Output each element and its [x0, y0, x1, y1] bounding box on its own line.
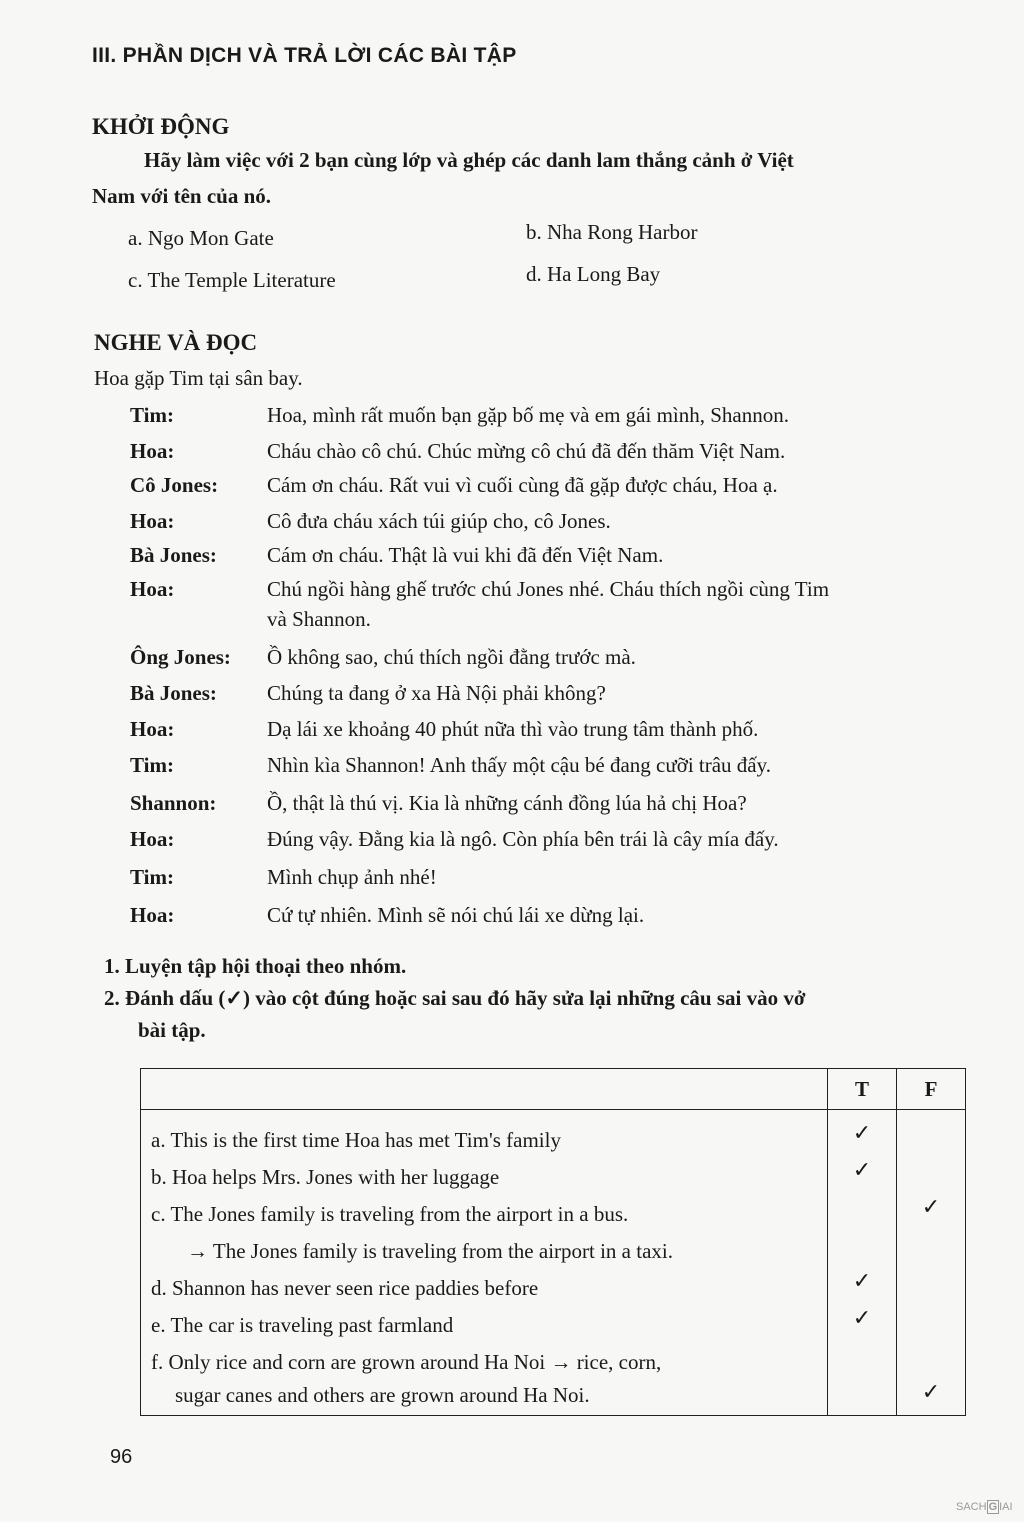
dialogue-text: Nhìn kìa Shannon! Anh thấy một cậu bé đang cưỡi trâu đấy.	[267, 753, 772, 777]
statement-e: e. The car is traveling past farmland	[151, 1313, 454, 1337]
dialogue-text: Chúng ta đang ở xa Hà Nội phải không?	[267, 681, 606, 705]
column-false-header: F	[897, 1069, 966, 1110]
statement-d: d. Shannon has never seen rice paddies before	[151, 1276, 539, 1300]
statement-f: f. Only rice and corn are grown around Ha Noi → rice, corn,	[151, 1350, 662, 1374]
task-1: 1. Luyện tập hội thoại theo nhóm.	[104, 954, 407, 978]
dialogue-intro: Hoa gặp Tim tại sân bay.	[94, 366, 303, 390]
dialogue-speaker: Tim:	[130, 753, 174, 777]
check-mark-icon: ✓	[852, 1268, 872, 1293]
choice-c: c. The Temple Literature	[128, 268, 336, 292]
dialogue-speaker: Hoa:	[130, 827, 175, 851]
dialogue-speaker: Hoa:	[130, 439, 175, 463]
choice-b: b. Nha Rong Harbor	[526, 220, 698, 244]
true-marks-column	[828, 1110, 897, 1416]
dialogue-speaker: Ông Jones:	[130, 645, 231, 669]
check-mark-icon: ✓	[852, 1157, 872, 1182]
dialogue-text: Cám ơn cháu. Rất vui vì cuối cùng đã gặp được cháu, Hoa ạ.	[267, 473, 778, 497]
column-true-header: T	[828, 1069, 897, 1110]
dialogue-speaker: Cô Jones:	[130, 473, 219, 497]
warmup-instruction-line1: Hãy làm việc với 2 bạn cùng lớp và ghép các danh lam thắng cảnh ở Việt	[144, 148, 794, 172]
dialogue-text: Cháu chào cô chú. Chúc mừng cô chú đã đến thăm Việt Nam.	[267, 439, 786, 463]
dialogue-speaker: Hoa:	[130, 577, 175, 601]
task-2-line1: 2. Đánh dấu (✓) vào cột đúng hoặc sai sau đó hãy sửa lại những câu sai vào vở	[104, 986, 806, 1010]
warmup-instruction-line2: Nam với tên của nó.	[92, 184, 272, 208]
dialogue-speaker: Bà Jones:	[130, 681, 217, 705]
check-mark-icon: ✓	[921, 1379, 941, 1404]
statement-b: b. Hoa helps Mrs. Jones with her luggage	[151, 1165, 500, 1189]
statements-column	[141, 1110, 828, 1416]
dialogue-text: Chú ngồi hàng ghế trước chú Jones nhé. Cháu thích ngồi cùng Tim	[267, 577, 830, 601]
dialogue-text: Đúng vậy. Đằng kia là ngô. Còn phía bên trái là cây mía đấy.	[267, 827, 779, 851]
dialogue-text: Cứ tự nhiên. Mình sẽ nói chú lái xe dừng lại.	[267, 903, 645, 927]
dialogue-text: Dạ lái xe khoảng 40 phút nữa thì vào trung tâm thành phố.	[267, 717, 759, 741]
check-mark-icon: ✓	[852, 1305, 872, 1330]
section-title: III. PHẦN DỊCH VÀ TRẢ LỜI CÁC BÀI TẬP	[92, 44, 517, 67]
dialogue-text: Mình chụp ảnh nhé!	[267, 865, 437, 889]
dialogue-text: Ồ, thật là thú vị. Kia là những cánh đồng lúa hả chị Hoa?	[267, 791, 747, 815]
dialogue-text: Ồ không sao, chú thích ngồi đằng trước mà.	[267, 645, 636, 669]
listen-read-heading: NGHE VÀ ĐỌC	[94, 330, 258, 355]
task-2-line2: bài tập.	[138, 1018, 206, 1042]
dialogue-speaker: Hoa:	[130, 509, 175, 533]
watermark-logo: SACH G IAI	[956, 1501, 1013, 1513]
choice-d: d. Ha Long Bay	[526, 262, 661, 286]
dialogue-text: Hoa, mình rất muốn bạn gặp bố mẹ và em gái mình, Shannon.	[267, 403, 789, 427]
statement-f-continued: sugar canes and others are grown around Ha Noi.	[175, 1383, 590, 1407]
true-false-table	[140, 1068, 966, 1416]
page-number: 96	[110, 1446, 133, 1468]
dialogue-speaker: Hoa:	[130, 717, 175, 741]
choice-a: a. Ngo Mon Gate	[128, 226, 274, 250]
statement-c: c. The Jones family is traveling from the airport in a bus.	[151, 1202, 629, 1226]
check-mark-icon: ✓	[852, 1120, 872, 1145]
dialogue-text: Cám ơn cháu. Thật là vui khi đã đến Việt Nam.	[267, 543, 664, 567]
dialogue-speaker: Tim:	[130, 403, 174, 427]
dialogue-speaker: Tim:	[130, 865, 174, 889]
dialogue-speaker: Hoa:	[130, 903, 175, 927]
statement-a: a. This is the first time Hoa has met Tim's family	[151, 1128, 561, 1152]
table-header-blank	[141, 1069, 828, 1110]
dialogue-text: Cô đưa cháu xách túi giúp cho, cô Jones.	[267, 509, 611, 533]
false-marks-column	[897, 1110, 966, 1416]
warmup-heading: KHỞI ĐỘNG	[92, 114, 230, 139]
dialogue-speaker: Shannon:	[130, 791, 217, 815]
dialogue-text: và Shannon.	[267, 607, 371, 631]
statement-c-correction: → The Jones family is traveling from the airport in a taxi.	[187, 1239, 673, 1263]
dialogue-speaker: Bà Jones:	[130, 543, 217, 567]
check-mark-icon: ✓	[921, 1194, 941, 1219]
